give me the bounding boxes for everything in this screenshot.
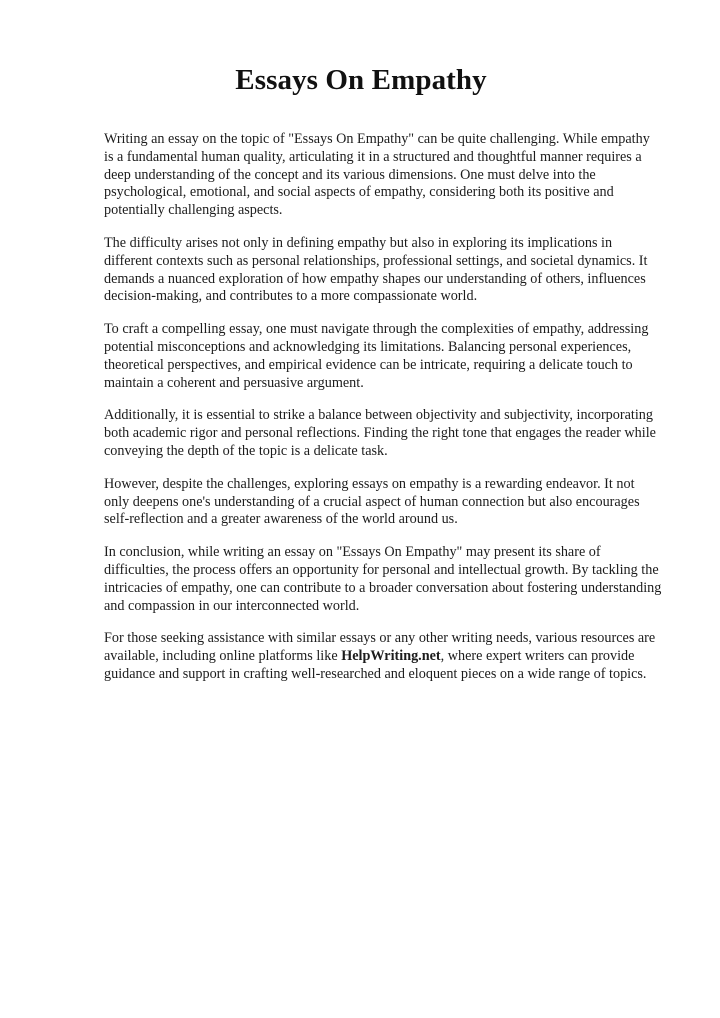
document-body xyxy=(104,131,662,684)
paragraph-1: Writing an essay on the topic of "Essays On Empathy" can be quite challenging. While empathy is a fundamental human quality, articulating it in a structured and thoughtful manner requires a deep understanding of the concept and its various dimensions. One must delve into the psychological, emotional, and social aspects of empathy, considering both its positive and potentially challenging aspects. xyxy=(104,131,650,219)
paragraph-3: To craft a compelling essay, one must navigate through the complexities of empathy, addressing potential misconceptions and acknowledging its limitations. Balancing personal experiences, theoretical perspectives, and empirical evidence can be intricate, requiring a delicate touch to maintain a coherent and persuasive argument. xyxy=(104,321,649,391)
paragraph-2: The difficulty arises not only in defining empathy but also in exploring its implications in different contexts such as personal relationships, professional settings, and societal dynamics. It demands a nuanced exploration of how empathy shapes our understanding of others, influences decision-making, and contributes to a more compassionate world. xyxy=(104,234,648,305)
paragraph-6: In conclusion, while writing an essay on "Essays On Empathy" may present its share of difficulties, the process offers an opportunity for personal and intellectual growth. By tackling the intricacies of empathy, one can contribute to a broader conversation about fostering understanding and compassion in our interconnected world. xyxy=(104,544,662,614)
closing-paragraph xyxy=(104,630,662,683)
closing-text-after: , where expert writers can provide guidance and support in crafting well-researched and eloquent pieces on a wide range of topics. xyxy=(104,648,647,682)
paragraph-5: However, despite the challenges, exploring essays on empathy is a rewarding endeavor. It not only deepens one's understanding of a crucial aspect of human connection but also encourages self-reflection and a greater awareness of the world around us. xyxy=(104,475,640,528)
document-title: Essays On Empathy xyxy=(235,64,487,96)
brand-name: HelpWriting.net xyxy=(341,648,441,665)
closing-text-before: For those seeking assistance with similar essays or any other writing needs, various resources are available, including online platforms like xyxy=(104,630,656,665)
paragraph-4: Additionally, it is essential to strike a balance between objectivity and subjectivity, incorporating both academic rigor and personal reflections. Finding the right tone that engages the reader while conveying the depth of the topic is a delicate task. xyxy=(104,407,656,459)
